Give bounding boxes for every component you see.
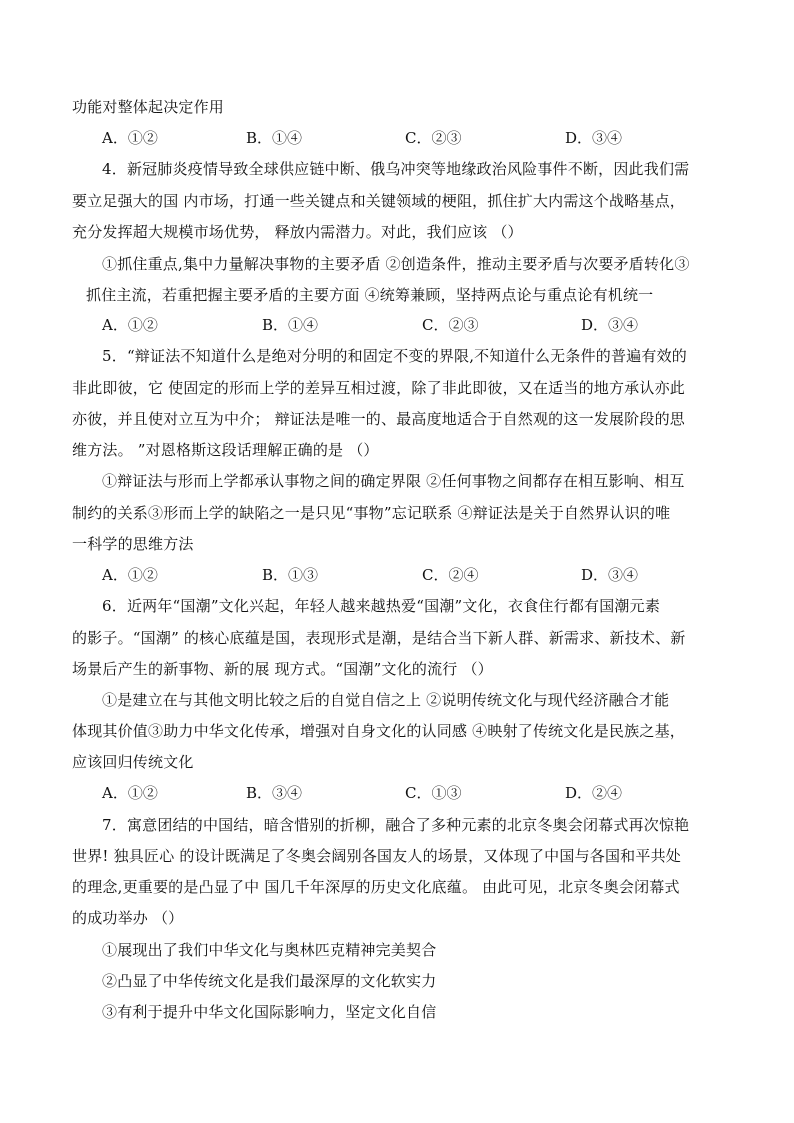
q7-statement-line: ①展现出了我们中华文化与奥林匹克精神完美契合 [102,941,437,959]
q5-statement-line: 制约的关系③形而上学的缺陷之一是只见“事物”忘记联系 ④辩证法是关于自然界认识的唯 [72,504,671,522]
option-c: C．②③ [405,129,462,147]
q4-statement-line: ①抓住重点,集中力量解决事物的主要矛盾 ②创造条件，推动主要矛盾与次要矛盾转化③ [102,255,690,273]
q4-statement-line: 抓住主流，若重把握主要矛盾的主要方面 ④统筹兼顾，坚持两点论与重点论有机统一 [86,286,654,304]
q6-stem-line: 场景后产生的新事物、新的展 现方式。“国潮”文化的流行 （） [72,660,493,678]
q7-statement-line: ②凸显了中华传统文化是我们最深厚的文化软实力 [102,972,437,990]
option-b: B．①④ [246,129,303,147]
q5-stem-line: 5．“辩证法不知道什么是绝对分明的和固定不变的界限,不知道什么无条件的普遍有效的 [102,347,687,365]
option-d: D．②④ [565,784,623,802]
q5-statement-line: 一科学的思维方法 [72,535,194,553]
q5-options [102,565,662,585]
q7-stem-line: 的理念,更重要的是凸显了中 国几千年深厚的历史文化底蕴。 由此可见，北京冬奥会闭幕式 [72,878,680,896]
q3-options [102,128,662,148]
q7-stem-line: 世界! 独具匠心 的设计既满足了冬奥会阔别各国友人的场景，又体现了中国与各国和平共处 [72,847,681,865]
option-a: A．①② [102,129,158,147]
option-b: B．①④ [262,316,319,334]
option-a: A．①② [102,316,158,334]
q5-stem-line: 亦彼，并且使对立互为中介； 辩证法是唯一的、最高度地适合于自然观的这一发展阶段的思 [72,410,685,428]
q4-options [102,315,662,335]
q5-statement-line: ①辩证法与形而上学都承认事物之间的确定界限 ②任何事物之间都存在相互影响、相互 [102,472,685,490]
q7-statement-line: ③有利于提升中华文化国际影响力，坚定文化自信 [102,1003,437,1021]
option-b: B．①③ [262,566,319,584]
q6-stem-line: 6．近两年“国潮”文化兴起，年轻人越来越热爱“国潮”文化，衣食住行都有国潮元素 [102,597,661,615]
option-a: A．①② [102,566,158,584]
option-b: B．③④ [246,784,303,802]
option-c: C．①③ [405,784,462,802]
option-a: A．①② [102,784,158,802]
q4-stem-line: 充分发挥超大规模市场优势， 释放内需潜力。对此，我们应该 （） [72,223,523,241]
q5-stem-line: 非此即彼，它 使固定的形而上学的差异互相过渡，除了非此即彼，又在适当的地方承认亦此 [72,379,685,397]
q6-statement-line: ①是建立在与其他文明比较之后的自觉自信之上 ②说明传统文化与现代经济融合才能 [102,691,670,709]
q7-stem-line: 的成功举办 （） [72,909,184,927]
option-d: D．③④ [581,566,639,584]
option-d: D．③④ [565,129,623,147]
q6-statement-line: 体现其价值③助力中华文化传承，增强对自身文化的认同感 ④映射了传统文化是民族之基， [72,722,685,740]
q5-stem-line: 维方法。 ”对恩格斯这段话理解正确的是 （） [72,441,379,459]
q6-stem-line: 的影子。“国潮” 的核心底蕴是国，表现形式是潮，是结合当下新人群、新需求、新技术、新 [72,629,686,647]
q6-options [102,783,662,803]
option-c: C．②④ [422,566,479,584]
text-line: 功能对整体起决定作用 [72,98,225,116]
option-d: D．③④ [581,316,639,334]
q4-stem-line: 4．新冠肺炎疫情导致全球供应链中断、俄乌冲突等地缘政治风险事件不断，因此我们需 [102,160,690,178]
q4-stem-line: 要立足强大的国 内市场，打通一些关键点和关键领域的梗阻，抓住扩大内需这个战略基点， [72,192,685,210]
q7-stem-line: 7．寓意团结的中国结，暗含惜别的折柳，融合了多种元素的北京冬奥会闭幕式再次惊艳 [102,816,690,834]
option-c: C．②③ [422,316,479,334]
q6-statement-line: 应该回归传统文化 [72,753,194,771]
